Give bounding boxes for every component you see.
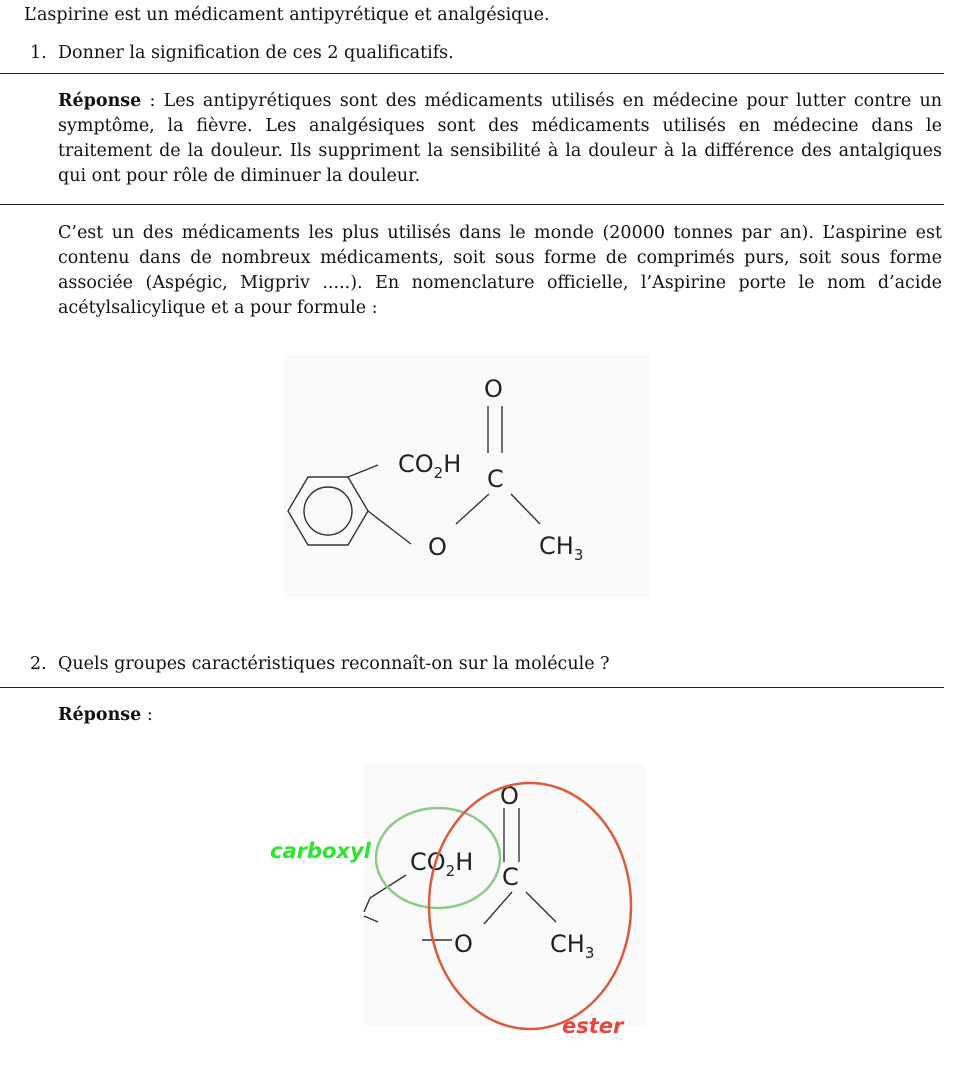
label-co2h: $CO_2H$ (410, 848, 474, 880)
aspirin-structure (284, 354, 650, 598)
aspirin-structure-figure (284, 354, 650, 598)
label-co2h: $CO_2H$ (398, 450, 462, 482)
bond-oxygen-carbon (456, 494, 489, 524)
atom-c: C (487, 465, 504, 493)
answer-2-label: Réponse (58, 705, 142, 725)
divider (0, 73, 944, 74)
question-1-number: 1. (30, 43, 47, 63)
ester-label: ester (562, 1014, 624, 1038)
divider (0, 204, 944, 205)
question-1-text: Donner la signification de ces 2 qualificatifs. (58, 43, 454, 63)
question-2-text: Quels groupes caractéristiques reconnaît-on sur la molécule ? (58, 654, 610, 674)
answer-2-text: : (141, 705, 153, 725)
context-paragraph: C’est un des médicaments les plus utilisés dans le monde (20000 tonnes par an). L’aspirine est contenu dans de nombreux médicaments, soit sous forme de comprimés purs, soit sous forme associée (Aspégic, Migpriv .....). En nomenclature officielle, l’Aspirine porte le nom d’acide acétylsalicylique et a pour formule : (58, 223, 942, 318)
atom-o-ester: O (428, 533, 447, 561)
question-2 (30, 652, 956, 677)
question-1 (30, 41, 956, 66)
bond-carbon-methyl (511, 494, 540, 524)
answer-1 (58, 89, 942, 189)
label-ch3: $CH_3$ (550, 930, 595, 962)
atom-o-carbonyl: O (500, 782, 519, 810)
atom-o-ester: O (454, 930, 473, 958)
intro-text: L’aspirine est un médicament antipyrétique et analgésique. (24, 5, 550, 25)
annotated-structure (264, 764, 646, 1062)
answer-2 (58, 703, 956, 728)
carboxyl-label: carboxyl (270, 839, 371, 863)
annotated-structure-figure (264, 764, 646, 1062)
bond-ring-co2h (348, 465, 378, 477)
atom-o-carbonyl: O (484, 375, 503, 403)
label-ch3: $CH_3$ (539, 532, 584, 564)
answer-1-label: Réponse (58, 91, 142, 111)
atom-c: C (502, 863, 519, 891)
aromatic-circle (304, 487, 352, 535)
question-2-number: 2. (30, 654, 47, 674)
answer-1-text: : Les antipyrétiques sont des médicaments utilisés en médecine pour lutter contre un symptôme, la fièvre. Les analgésiques sont des médicaments utilisés en médecine dans le traitement de la douleur. Ils suppriment la sensibilité à la douleur à la différence des antalgiques qui ont pour rôle de diminuer la douleur. (58, 91, 942, 186)
bond-ring-oxygen (368, 511, 411, 544)
divider (0, 687, 944, 688)
